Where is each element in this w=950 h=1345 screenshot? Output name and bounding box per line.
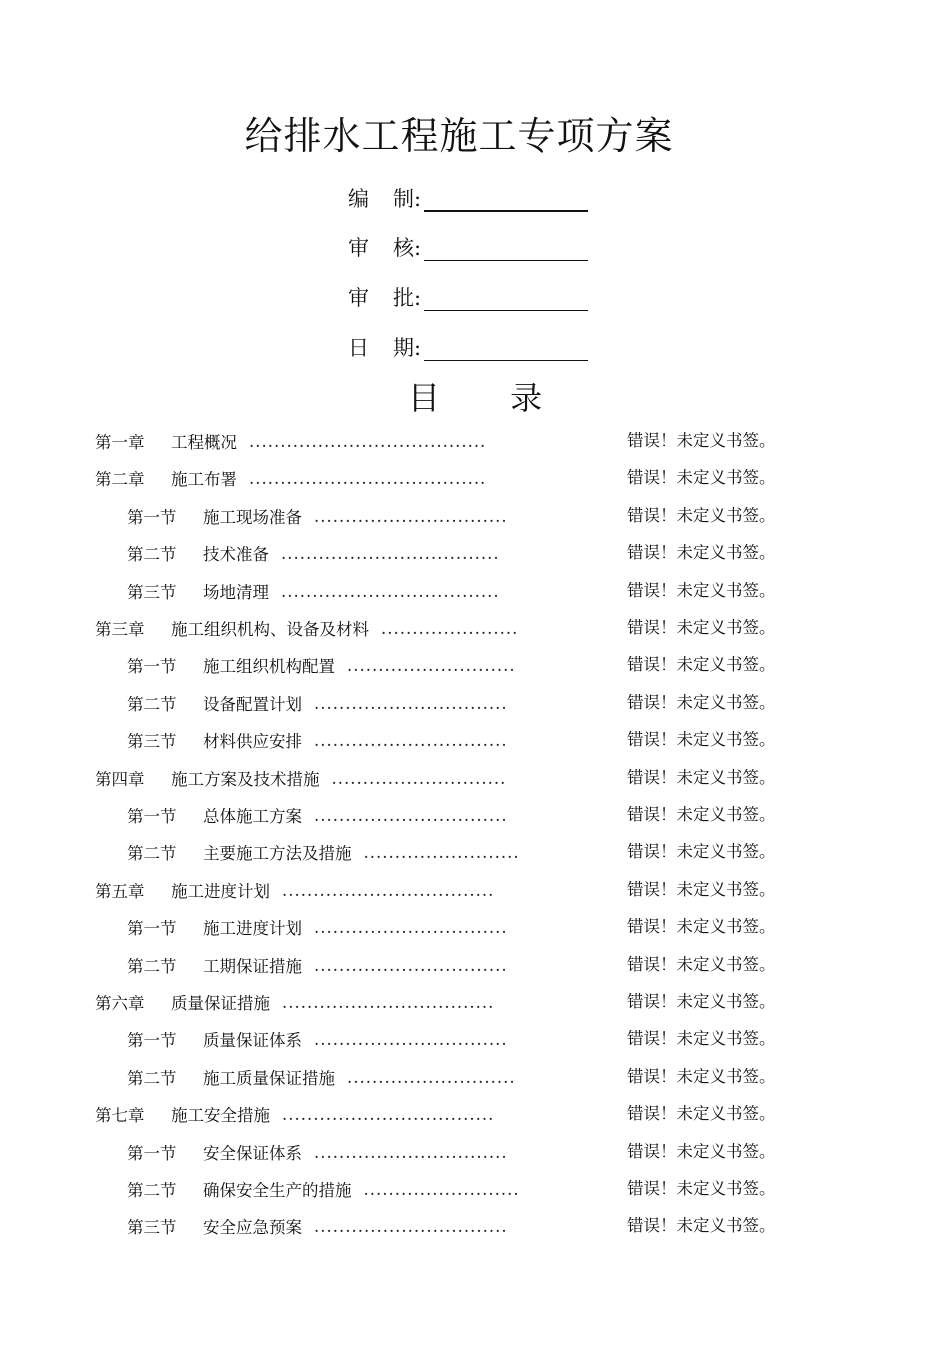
signature-label-char: 审 <box>348 236 369 260</box>
toc-section-entry[interactable] <box>127 803 508 827</box>
signature-label-char: 核 <box>393 236 414 260</box>
toc-section-entry[interactable] <box>127 1027 508 1051</box>
toc-entry-number: 第二节 <box>127 1181 177 1200</box>
toc-entry-number: 第一节 <box>127 1144 177 1163</box>
toc-dot-leader: ............................... <box>314 1029 508 1049</box>
signature-colon: : <box>414 187 422 211</box>
toc-dot-leader: ............................... <box>314 730 508 750</box>
signature-colon: : <box>414 286 422 310</box>
toc-dot-leader: ............................ <box>331 768 507 788</box>
toc-entry-title: 场地清理 <box>203 583 269 602</box>
toc-entry-number: 第七章 <box>95 1106 145 1125</box>
toc-entry-title: 技术准备 <box>203 545 269 564</box>
toc-section-entry[interactable] <box>127 840 520 864</box>
toc-page-reference: 错误！未定义书签。 <box>627 468 776 487</box>
toc-page-reference: 错误！未定义书签。 <box>627 655 776 674</box>
toc-entry-number: 第一节 <box>127 508 177 527</box>
toc-dot-leader: ............................... <box>314 693 508 713</box>
toc-entry-number: 第二节 <box>127 1069 177 1088</box>
toc-page-reference: 错误！未定义书签。 <box>627 917 776 936</box>
signature-colon: : <box>414 336 422 360</box>
toc-section-entry[interactable] <box>127 1214 508 1238</box>
toc-title-char: 录 <box>510 379 543 417</box>
toc-entry-title: 工期保证措施 <box>203 957 302 976</box>
toc-page-reference: 错误！未定义书签。 <box>627 805 776 824</box>
toc-dot-leader: ........................... <box>347 655 516 675</box>
toc-page-reference: 错误！未定义书签。 <box>627 1067 776 1086</box>
signature-blank-line[interactable] <box>424 334 588 361</box>
toc-page-reference: 错误！未定义书签。 <box>627 955 776 974</box>
toc-chapter-entry[interactable] <box>95 766 506 790</box>
toc-dot-leader: .................................. <box>282 992 495 1012</box>
toc-dot-leader: ............................... <box>314 1216 508 1236</box>
toc-entry-title: 安全应急预案 <box>203 1218 302 1237</box>
toc-dot-leader: ............................... <box>314 805 508 825</box>
signature-blank-line[interactable] <box>424 234 588 261</box>
signature-label-char: 审 <box>348 286 369 310</box>
toc-dot-leader: ............................... <box>314 506 508 526</box>
toc-page-reference: 错误！未定义书签。 <box>627 581 776 600</box>
signature-label-char: 批 <box>393 286 414 310</box>
toc-entry-number: 第二节 <box>127 695 177 714</box>
document-title: 给排水工程施工专项方案 <box>244 114 674 158</box>
signature-label <box>348 335 414 361</box>
toc-section-entry[interactable] <box>127 691 508 715</box>
toc-entry-title: 施工方案及技术措施 <box>171 770 320 789</box>
toc-page-reference: 错误！未定义书签。 <box>627 880 776 899</box>
toc-section-entry[interactable] <box>127 915 508 939</box>
toc-dot-leader: ............................... <box>314 955 508 975</box>
toc-dot-leader: ......................... <box>363 842 520 862</box>
toc-chapter-entry[interactable] <box>95 616 518 640</box>
signature-label-char: 期 <box>393 336 414 360</box>
toc-entry-number: 第二节 <box>127 844 177 863</box>
toc-entry-title: 施工进度计划 <box>171 882 270 901</box>
toc-page-reference: 错误！未定义书签。 <box>627 1216 776 1235</box>
toc-chapter-entry[interactable] <box>95 1102 494 1126</box>
toc-section-entry[interactable] <box>127 953 508 977</box>
toc-page-reference: 错误！未定义书签。 <box>627 992 776 1011</box>
toc-page-reference: 错误！未定义书签。 <box>627 1142 776 1161</box>
toc-title <box>0 376 950 420</box>
toc-section-entry[interactable] <box>127 1140 508 1164</box>
toc-title-char: 目 <box>407 379 440 417</box>
signature-row <box>348 182 588 212</box>
toc-entry-number: 第三章 <box>95 620 145 639</box>
toc-dot-leader: ............................... <box>314 1142 508 1162</box>
signature-row <box>348 331 588 361</box>
toc-entry-title: 设备配置计划 <box>203 695 302 714</box>
toc-entry-title: 施工布署 <box>171 470 237 489</box>
toc-entry-number: 第二节 <box>127 545 177 564</box>
toc-dot-leader: ................................... <box>281 581 500 601</box>
toc-entry-title: 施工组织机构配置 <box>203 657 335 676</box>
toc-entry-title: 施工进度计划 <box>203 919 302 938</box>
toc-entry-number: 第三节 <box>127 583 177 602</box>
toc-entry-number: 第二节 <box>127 957 177 976</box>
toc-entry-number: 第一节 <box>127 657 177 676</box>
toc-entry-number: 第一节 <box>127 1031 177 1050</box>
toc-entry-title: 主要施工方法及措施 <box>203 844 352 863</box>
toc-section-entry[interactable] <box>127 504 508 528</box>
toc-section-entry[interactable] <box>127 728 508 752</box>
toc-section-entry[interactable] <box>127 541 500 565</box>
toc-dot-leader: .................................. <box>282 880 495 900</box>
toc-chapter-entry[interactable] <box>95 466 486 490</box>
toc-dot-leader: ...................................... <box>249 468 487 488</box>
toc-entry-number: 第四章 <box>95 770 145 789</box>
toc-dot-leader: ................................... <box>281 543 500 563</box>
toc-dot-leader: .................................. <box>282 1104 495 1124</box>
toc-entry-number: 第三节 <box>127 1218 177 1237</box>
toc-entry-number: 第三节 <box>127 732 177 751</box>
signature-label-char: 编 <box>348 187 369 211</box>
toc-section-entry[interactable] <box>127 1065 516 1089</box>
toc-entry-title: 工程概况 <box>171 433 237 452</box>
signature-row <box>348 231 588 261</box>
toc-entry-title: 材料供应安排 <box>203 732 302 751</box>
toc-entry-title: 质量保证措施 <box>171 994 270 1013</box>
toc-section-entry[interactable] <box>127 1177 520 1201</box>
signature-blank-line[interactable] <box>424 184 588 212</box>
toc-page-reference: 错误！未定义书签。 <box>627 506 776 525</box>
toc-entry-title: 总体施工方案 <box>203 807 302 826</box>
toc-page-reference: 错误！未定义书签。 <box>627 1104 776 1123</box>
toc-page-reference: 错误！未定义书签。 <box>627 1179 776 1198</box>
toc-page-reference: 错误！未定义书签。 <box>627 618 776 637</box>
toc-page-reference: 错误！未定义书签。 <box>627 842 776 861</box>
toc-page-reference: 错误！未定义书签。 <box>627 1029 776 1048</box>
signature-label-char: 制 <box>393 187 414 211</box>
toc-entry-number: 第一节 <box>127 807 177 826</box>
signature-blank-line[interactable] <box>424 284 588 311</box>
toc-dot-leader: ...................... <box>381 618 519 638</box>
signature-label <box>348 285 414 311</box>
toc-entry-title: 施工安全措施 <box>171 1106 270 1125</box>
toc-entry-title: 施工组织机构、设备及材料 <box>171 620 369 639</box>
toc-dot-leader: ........................... <box>347 1067 516 1087</box>
toc-entry-number: 第六章 <box>95 994 145 1013</box>
toc-entry-title: 确保安全生产的措施 <box>203 1181 352 1200</box>
toc-entry-title: 安全保证体系 <box>203 1144 302 1163</box>
signature-colon: : <box>414 236 422 260</box>
toc-section-entry[interactable] <box>127 579 500 603</box>
toc-chapter-entry[interactable] <box>95 878 494 902</box>
toc-page-reference: 错误！未定义书签。 <box>627 693 776 712</box>
toc-page-reference: 错误！未定义书签。 <box>627 730 776 749</box>
toc-dot-leader: ......................... <box>363 1179 520 1199</box>
toc-dot-leader: ............................... <box>314 917 508 937</box>
signature-label-char: 日 <box>348 336 369 360</box>
signature-label <box>348 186 414 212</box>
toc-dot-leader: ...................................... <box>249 431 487 451</box>
toc-page-reference: 错误！未定义书签。 <box>627 543 776 562</box>
toc-entry-title: 施工质量保证措施 <box>203 1069 335 1088</box>
signature-row <box>348 281 588 311</box>
toc-chapter-entry[interactable] <box>95 429 486 453</box>
toc-entry-number: 第二章 <box>95 470 145 489</box>
toc-page-reference: 错误！未定义书签。 <box>627 431 776 450</box>
toc-entry-number: 第一章 <box>95 433 145 452</box>
toc-chapter-entry[interactable] <box>95 990 494 1014</box>
toc-page-reference: 错误！未定义书签。 <box>627 768 776 787</box>
toc-section-entry[interactable] <box>127 653 516 677</box>
toc-entry-title: 施工现场准备 <box>203 508 302 527</box>
toc-entry-number: 第五章 <box>95 882 145 901</box>
toc-entry-title: 质量保证体系 <box>203 1031 302 1050</box>
toc-entry-number: 第一节 <box>127 919 177 938</box>
signature-label <box>348 235 414 261</box>
